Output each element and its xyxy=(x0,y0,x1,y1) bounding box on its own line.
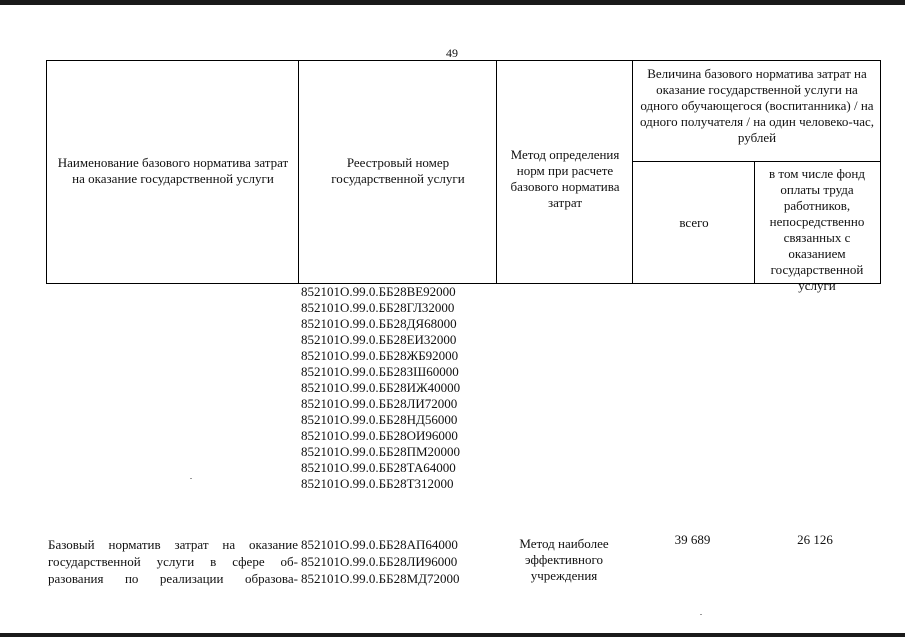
code-item: 852101О.99.0.ББ28ВЕ92000 xyxy=(301,284,456,299)
code-item: 852101О.99.0.ББ28ГЛ32000 xyxy=(301,300,455,315)
table-divider-1 xyxy=(298,60,299,284)
row-method-cell: Метод наиболее эффективного учреждения xyxy=(519,536,609,583)
code-item: 852101О.99.0.ББ28ПМ20000 xyxy=(301,444,461,459)
table-divider-2 xyxy=(496,60,497,284)
scan-speck xyxy=(190,478,192,479)
header-value-group: Величина базового норматива затрат на оказание государственной услуги на одного обучающегося (воспитанника) / на одного получателя / на один человеко-час, рублей xyxy=(639,66,875,145)
table-border-top xyxy=(46,60,881,61)
code-item: 852101О.99.0.ББ28ДЯ68000 xyxy=(301,316,457,331)
row-name-line: разования по реализации образова- xyxy=(48,571,298,586)
row-total-value: 39 689 xyxy=(674,532,711,547)
row-name-cell xyxy=(48,536,298,587)
scan-speck xyxy=(700,614,702,615)
page-number: 49 xyxy=(446,46,458,60)
header-total: всего xyxy=(679,215,709,230)
code-item: 852101О.99.0.ББ28НД56000 xyxy=(301,412,458,427)
code-item: 852101О.99.0.ББ28ТА64000 xyxy=(301,460,456,475)
row-name-line: государственной услуги в сфере об- xyxy=(48,554,298,569)
table-divider-3 xyxy=(632,60,633,284)
table-border-right xyxy=(880,60,881,284)
code-item: 852101О.99.0.ББ28ОИ96000 xyxy=(301,428,458,443)
code-item: 852101О.99.0.ББ28ЖБ92000 xyxy=(301,348,459,363)
header-method: Метод определения норм при расчете базового норматива затрат xyxy=(510,147,620,210)
code-item: 852101О.99.0.ББ28ЗШ60000 xyxy=(301,364,459,379)
table-divider-4 xyxy=(754,161,755,284)
row-fund-value: 26 126 xyxy=(797,532,833,547)
header-registry: Реестровый номер государственной услуги xyxy=(331,155,465,186)
code-item: 852101О.99.0.ББ28АП64000 xyxy=(301,537,458,552)
code-item: 852101О.99.0.ББ28Т312000 xyxy=(301,476,454,491)
table-border-header-bottom xyxy=(46,283,881,284)
table-border-subheader xyxy=(632,161,881,162)
code-item: 852101О.99.0.ББ28МД72000 xyxy=(301,571,460,586)
continued-code-list xyxy=(301,284,460,492)
header-name: Наименование базового норматива затрат на оказание государственной услуги xyxy=(57,155,289,186)
code-item: 852101О.99.0.ББ28ЛИ96000 xyxy=(301,554,458,569)
code-item: 852101О.99.0.ББ28ЛИ72000 xyxy=(301,396,458,411)
code-item: 852101О.99.0.ББ28ИЖ40000 xyxy=(301,380,461,395)
code-item: 852101О.99.0.ББ28ЕИ32000 xyxy=(301,332,457,347)
header-fund: в том числе фонд оплаты труда работников, непосредственно связанных с оказанием государственной услуги xyxy=(769,166,865,293)
scan-border-bottom xyxy=(0,633,905,637)
table-border-left xyxy=(46,60,47,284)
scan-border-top xyxy=(0,0,905,5)
row-codes-cell xyxy=(301,536,460,587)
row-name-line: Базовый норматив затрат на оказание xyxy=(48,537,298,552)
